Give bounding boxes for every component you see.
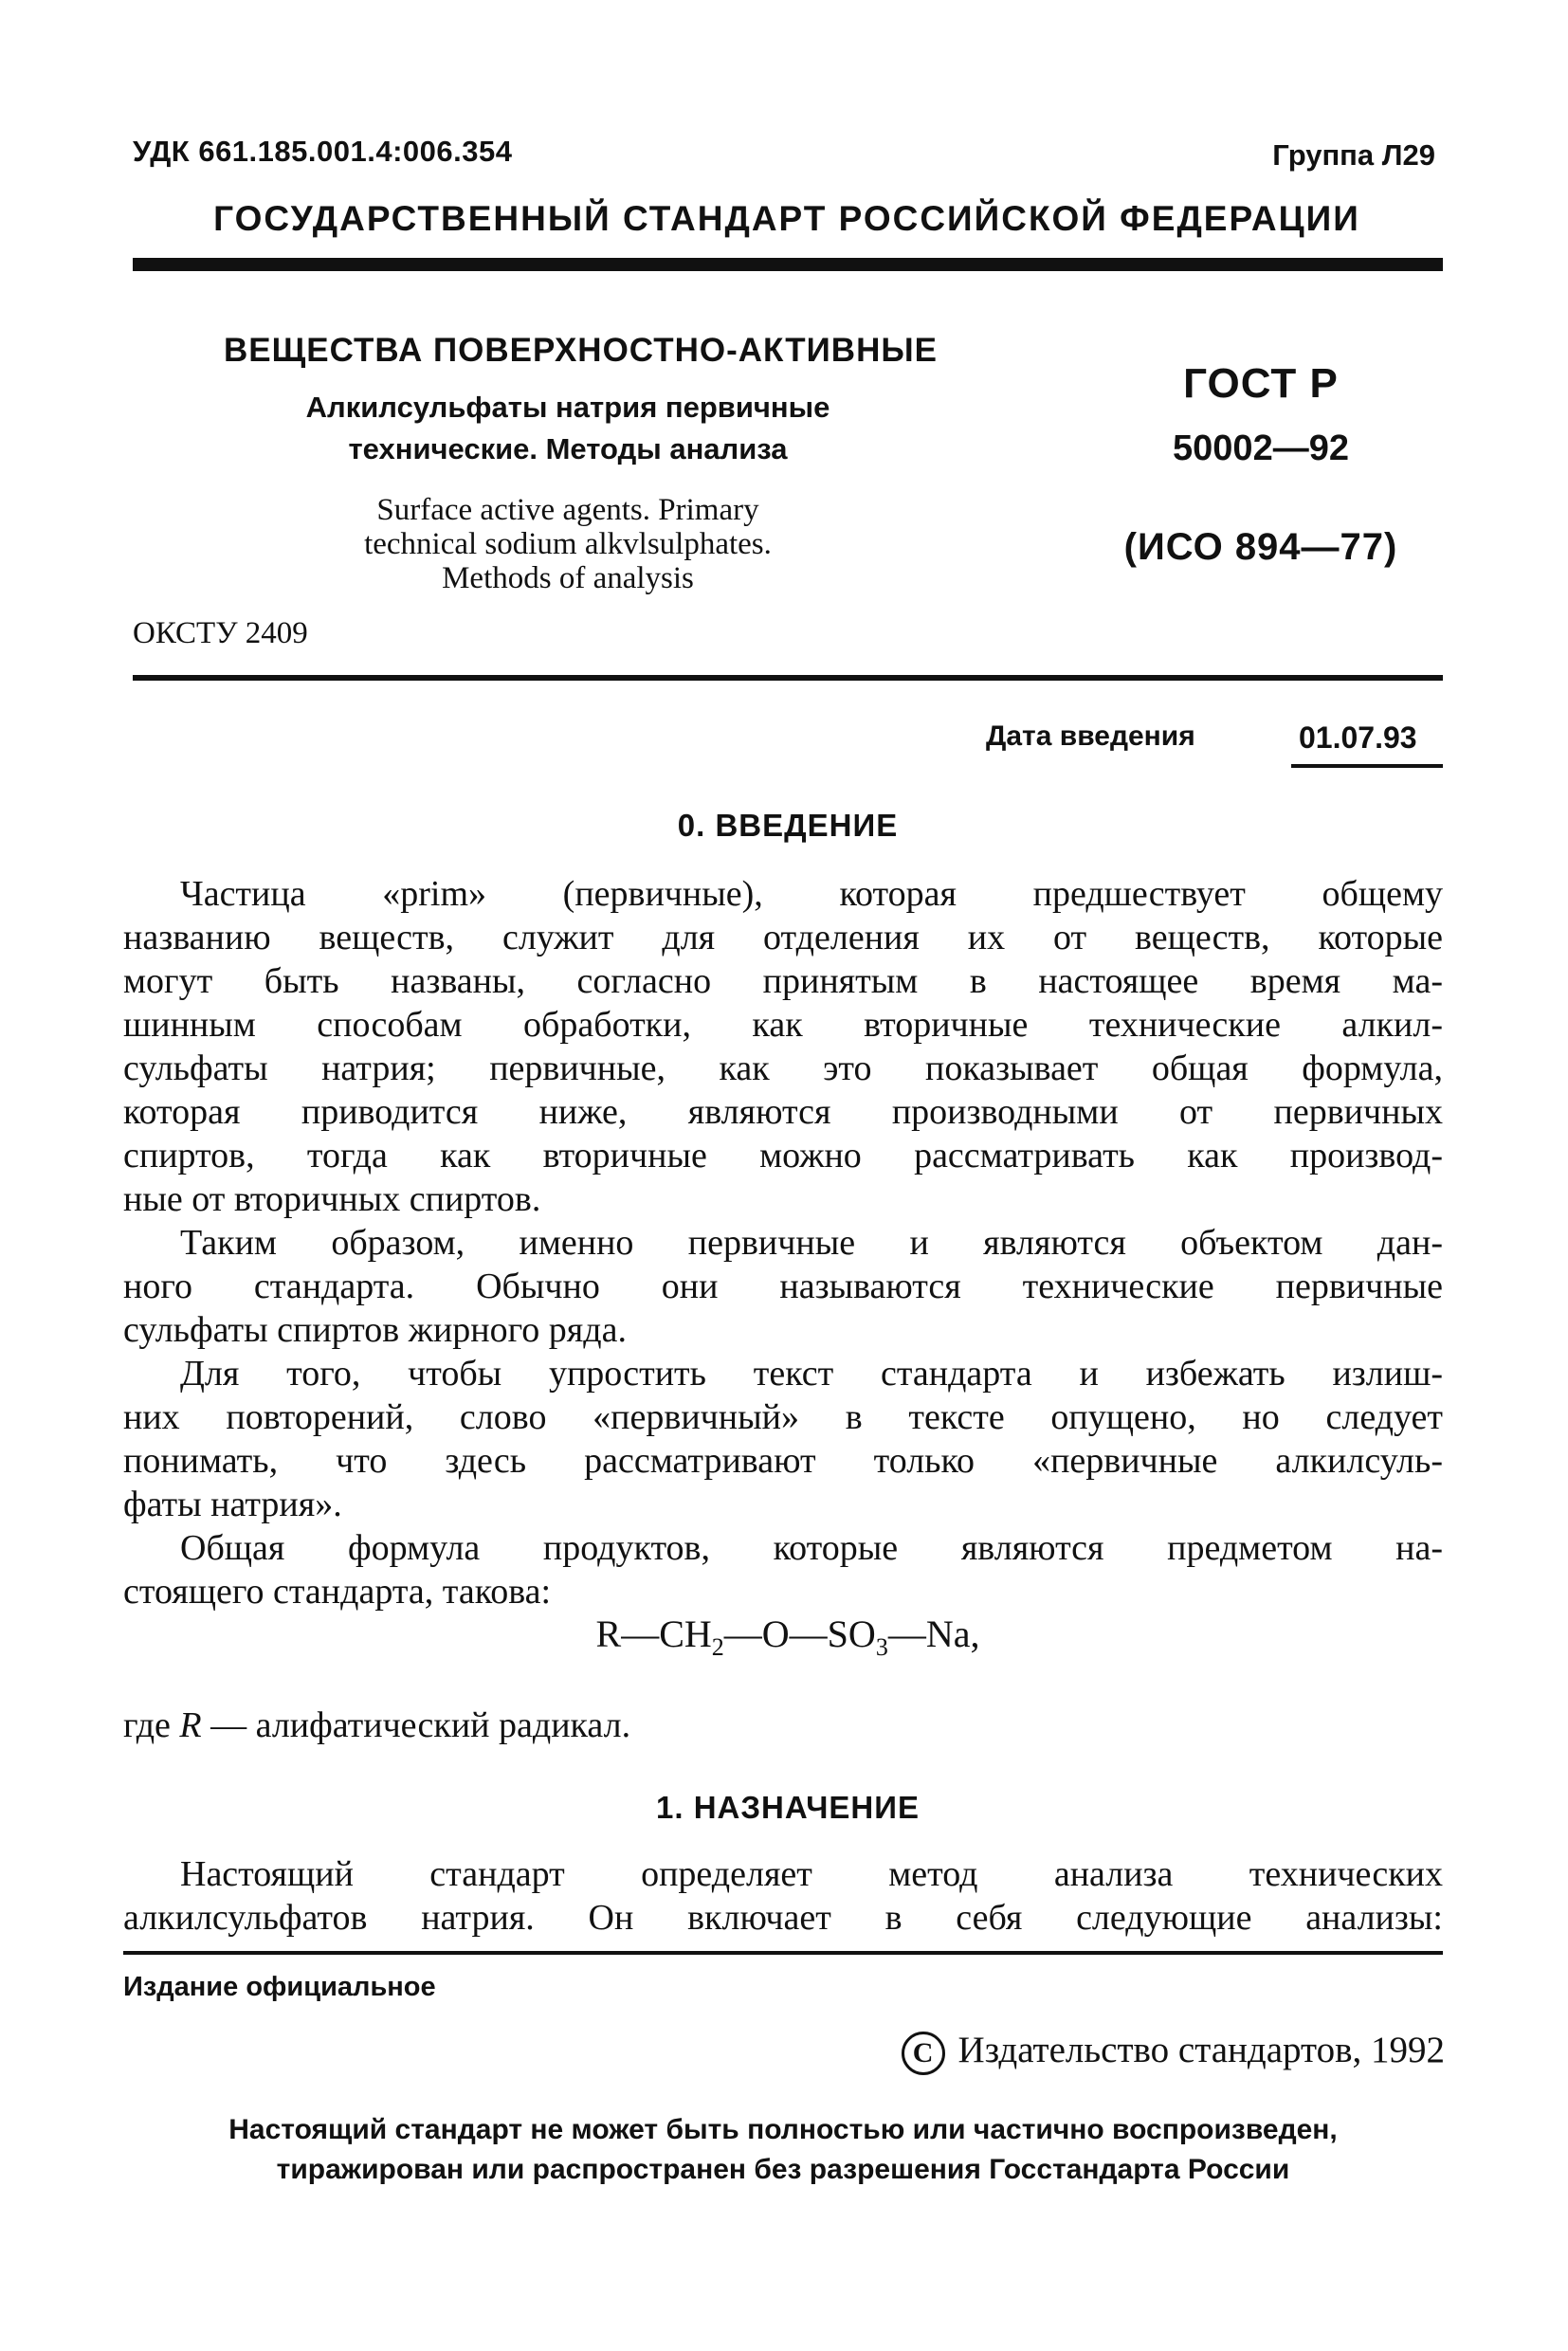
text-line: которая приводится ниже, являются производными от первичных — [123, 1092, 1443, 1132]
formula-subscript-1: 2 — [711, 1633, 724, 1661]
english-title-line-3: Methods of analysis — [442, 561, 694, 595]
section-1-paragraph-1 — [123, 1852, 1443, 1940]
section-0-paragraph-3 — [123, 1352, 1443, 1526]
text-line: названию веществ, служит для отделения их от веществ, которые — [123, 918, 1443, 957]
section-1-heading: 1. НАЗНАЧЕНИЕ — [656, 1790, 920, 1825]
legal-notice-line-2: тиражирован или распространен без разрешения Госстандарта России — [276, 2154, 1290, 2185]
footer-divider — [123, 1951, 1443, 1955]
text-line: ные от вторичных спиртов. — [123, 1179, 541, 1219]
date-underline — [1291, 764, 1443, 768]
header-divider — [133, 258, 1443, 271]
where-variable: R — [179, 1705, 202, 1745]
general-formula — [133, 1612, 1443, 1662]
where-prefix: где — [123, 1705, 171, 1745]
section-0-paragraph-1 — [123, 872, 1443, 1221]
text-line: ного стандарта. Обычно они называются технические первичные — [123, 1267, 1443, 1306]
formula-part-3: —Na, — [887, 1613, 980, 1655]
subtitle-line-2: технические. Методы анализа — [348, 432, 788, 465]
text-line: спиртов, тогда как вторичные можно рассматривать как производ- — [123, 1136, 1443, 1176]
copyright-icon: C — [902, 2032, 945, 2075]
copyright-notice — [902, 2029, 1445, 2075]
english-title — [224, 493, 912, 595]
section-0-paragraph-2 — [123, 1221, 1443, 1352]
official-edition-label: Издание официальное — [123, 1972, 436, 2002]
subtitle-line-1: Алкилсульфаты натрия первичные — [305, 391, 830, 424]
formula-part-1: R—CH — [595, 1613, 712, 1655]
formula-subscript-2: 3 — [875, 1633, 888, 1661]
formula-part-2: —O—SO — [723, 1613, 876, 1655]
group-code: Группа Л29 — [1272, 138, 1435, 172]
text-line: сульфаты натрия; первичные, как это показывает общая формула, — [123, 1048, 1443, 1088]
text-line: сульфаты спиртов жирного ряда. — [123, 1310, 627, 1350]
text-line: фаты натрия». — [123, 1485, 342, 1524]
text-line: шинным способам обработки, как вторичные технические алкил- — [123, 1005, 1443, 1045]
text-line: Настоящий стандарт определяет метод анализа технических — [180, 1854, 1443, 1894]
text-line: Таким образом, именно первичные и являются объектом дан- — [180, 1223, 1443, 1263]
udk-code: УДК 661.185.001.4:006.354 — [133, 135, 513, 168]
substance-title: ВЕЩЕСТВА ПОВЕРХНОСТНО-АКТИВНЫЕ — [224, 332, 938, 369]
text-line: алкилсульфатов натрия. Он включает в себя следующие анализы: — [123, 1898, 1443, 1938]
formula-explanation — [123, 1704, 630, 1746]
title-divider — [133, 675, 1443, 681]
text-line: Общая формула продуктов, которые являются предметом на- — [180, 1528, 1443, 1568]
text-line: стоящего стандарта, такова: — [123, 1572, 552, 1612]
text-line: Частица «prim» (первичные), которая предшествует общему — [180, 874, 1443, 914]
text-line: них повторений, слово «первичный» в тексте опущено, но следует — [123, 1397, 1443, 1437]
english-title-line-1: Surface active agents. Primary — [376, 493, 759, 527]
iso-reference: (ИСО 894—77) — [1123, 526, 1398, 568]
legal-notice-line-1: Настоящий стандарт не может быть полностью или частично воспроизведен, — [228, 2114, 1338, 2145]
intro-date-value: 01.07.93 — [1299, 720, 1417, 755]
text-line: понимать, что здесь рассматривают только «первичные алкилсуль- — [123, 1441, 1443, 1481]
where-text: — алифатический радикал. — [210, 1705, 631, 1745]
section-0-heading: 0. ВВЕДЕНИЕ — [677, 808, 899, 843]
oksty-code: ОКСТУ 2409 — [133, 616, 308, 650]
section-0-paragraph-4 — [123, 1526, 1443, 1613]
gost-label: ГОСТ Р — [1183, 360, 1339, 407]
gost-number: 50002—92 — [1173, 428, 1349, 468]
copyright-text: Издательство стандартов, 1992 — [957, 2030, 1445, 2070]
state-standard-title: ГОСУДАРСТВЕННЫЙ СТАНДАРТ РОССИЙСКОЙ ФЕДЕРАЦИИ — [213, 199, 1360, 238]
english-title-line-2: technical sodium alkvlsulphates. — [364, 527, 772, 561]
text-line: Для того, чтобы упростить текст стандарта и избежать излиш- — [180, 1354, 1443, 1394]
intro-date-label: Дата введения — [986, 720, 1195, 752]
text-line: могут быть названы, согласно принятым в настоящее время ма- — [123, 961, 1443, 1001]
